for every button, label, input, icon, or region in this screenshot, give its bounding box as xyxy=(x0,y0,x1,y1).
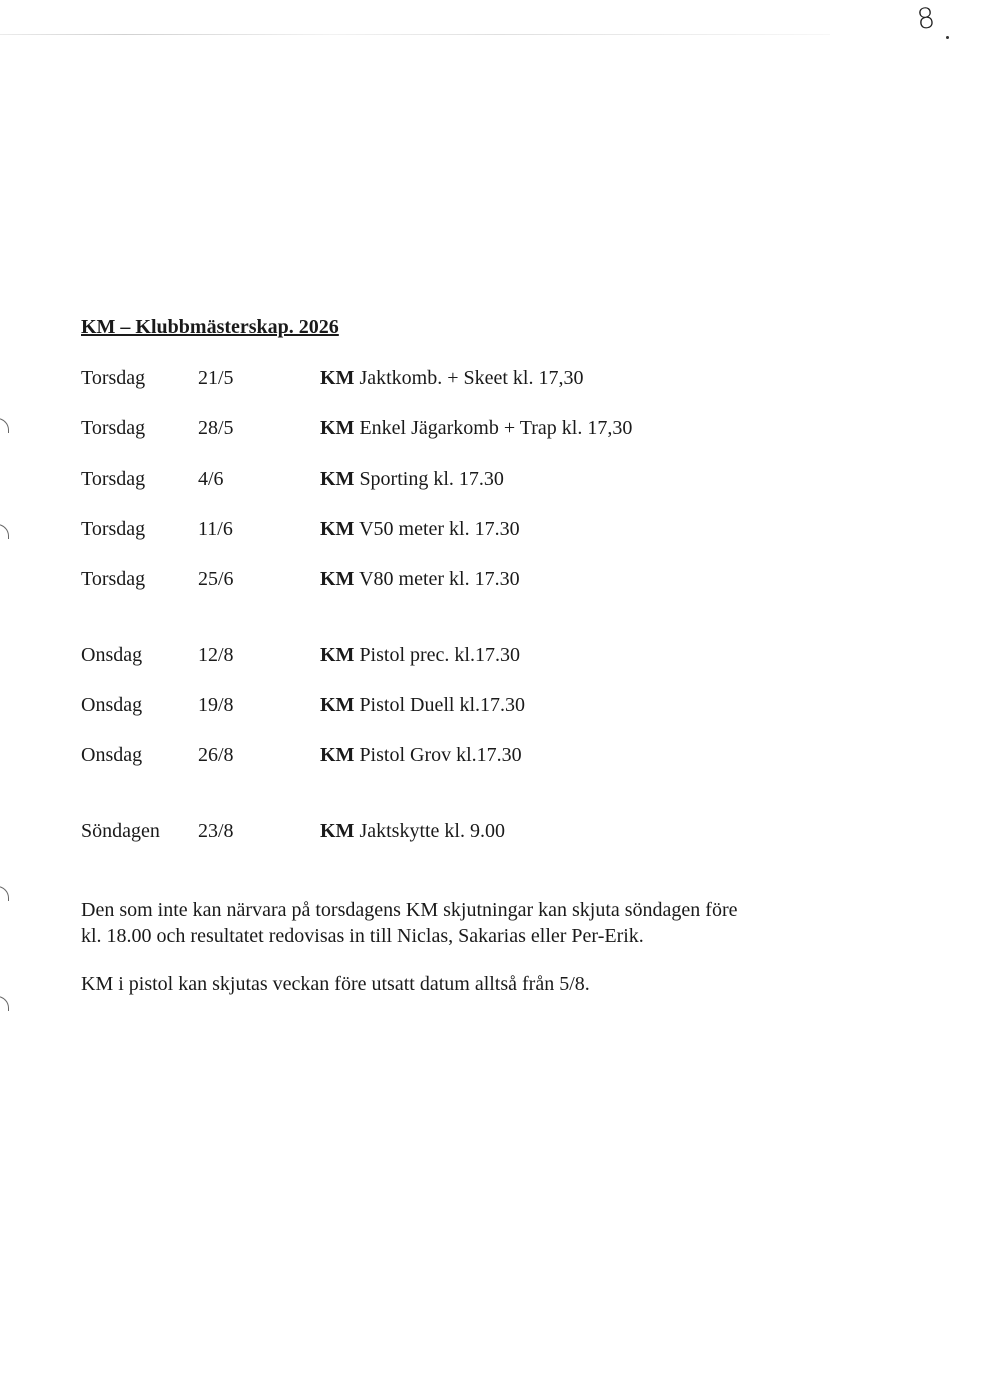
event-text: Jaktskytte kl. 9.00 xyxy=(359,820,505,842)
schedule-day: Torsdag xyxy=(81,468,146,490)
schedule-event xyxy=(320,694,525,717)
schedule-date: 23/8 xyxy=(198,820,234,842)
page-number: 8 xyxy=(914,0,938,37)
note-paragraph xyxy=(81,897,821,949)
schedule-day: Söndagen xyxy=(81,820,160,842)
schedule-date: 21/5 xyxy=(198,367,234,389)
schedule-day: Torsdag xyxy=(81,518,146,540)
event-prefix: KM xyxy=(320,644,355,666)
document-title: KM – Klubbmästerskap. 2026 xyxy=(81,316,339,338)
event-prefix: KM xyxy=(320,518,355,540)
scan-header-line xyxy=(0,34,830,35)
schedule-event xyxy=(320,367,583,390)
schedule-event xyxy=(320,820,505,843)
event-text: Sporting kl. 17.30 xyxy=(359,468,504,490)
event-prefix: KM xyxy=(320,694,355,716)
schedule-event xyxy=(320,518,520,541)
schedule-day: Torsdag xyxy=(81,367,146,389)
punch-hole-mark xyxy=(0,886,9,901)
event-prefix: KM xyxy=(320,568,355,590)
schedule-date: 4/6 xyxy=(198,468,224,490)
punch-hole-mark xyxy=(0,996,9,1011)
schedule-day: Onsdag xyxy=(81,744,143,766)
note-line: Den som inte kan närvara på torsdagens KM skjutningar kan skjuta söndagen före xyxy=(81,899,738,921)
event-text: Pistol Duell kl.17.30 xyxy=(359,694,526,716)
event-text: V80 meter kl. 17.30 xyxy=(359,568,520,590)
event-text: Pistol prec. kl.17.30 xyxy=(359,644,520,666)
note-line: kl. 18.00 och resultatet redovisas in till Niclas, Sakarias eller Per-Erik. xyxy=(81,925,644,947)
schedule-date: 19/8 xyxy=(198,694,234,716)
event-prefix: KM xyxy=(320,744,355,766)
event-prefix: KM xyxy=(320,417,355,439)
schedule-date: 25/6 xyxy=(198,568,234,590)
event-prefix: KM xyxy=(320,367,355,389)
event-prefix: KM xyxy=(320,820,355,842)
schedule-date: 28/5 xyxy=(198,417,234,439)
schedule-event xyxy=(320,644,520,667)
schedule-date: 26/8 xyxy=(198,744,234,766)
event-text: Enkel Jägarkomb + Trap kl. 17,30 xyxy=(359,417,633,439)
schedule-event xyxy=(320,568,520,591)
schedule-event xyxy=(320,417,632,440)
punch-hole-mark xyxy=(0,418,9,433)
event-text: Jaktkomb. + Skeet kl. 17,30 xyxy=(359,367,584,389)
punch-hole-mark xyxy=(0,524,9,539)
event-text: Pistol Grov kl.17.30 xyxy=(359,744,522,766)
note-paragraph xyxy=(81,971,821,997)
schedule-event xyxy=(320,468,504,491)
schedule-day: Onsdag xyxy=(81,694,143,716)
schedule-day: Onsdag xyxy=(81,644,143,666)
schedule-event xyxy=(320,744,522,767)
schedule-date: 11/6 xyxy=(198,518,233,540)
schedule-date: 12/8 xyxy=(198,644,234,666)
schedule-day: Torsdag xyxy=(81,417,146,439)
event-prefix: KM xyxy=(320,468,355,490)
note-line: KM i pistol kan skjutas veckan före utsatt datum alltså från 5/8. xyxy=(81,973,590,995)
schedule-day: Torsdag xyxy=(81,568,146,590)
page-number-dot xyxy=(946,36,949,39)
event-text: V50 meter kl. 17.30 xyxy=(359,518,520,540)
